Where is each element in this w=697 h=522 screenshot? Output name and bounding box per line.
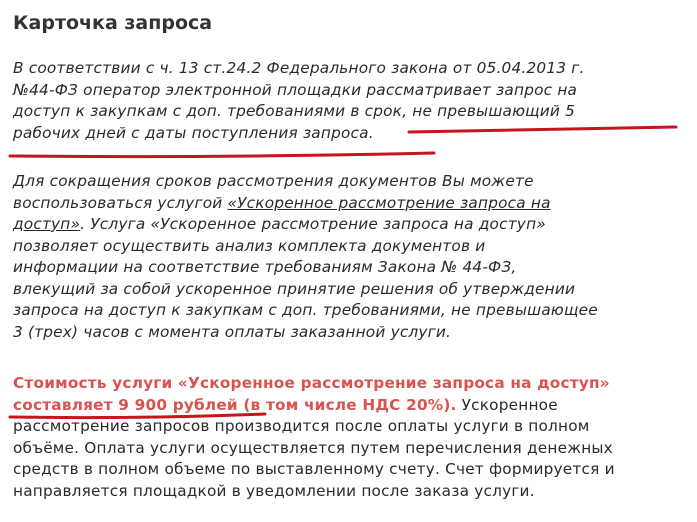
cost-line-3: рассмотрение запросов производится после оплаты услуги в полном <box>13 417 590 435</box>
cost-line-4: объёме. Оплата услуги осуществляется путем перечисления денежных <box>13 438 613 457</box>
deadline-line-3-start: доступ к закупкам с доп. требованиями <box>13 102 351 120</box>
cost-highlight-line-1: Стоимость услуги «Ускоренное рассмотрение запроса на доступ» <box>13 374 610 392</box>
deadline-highlight-end: рабочих дней с даты поступления запроса. <box>13 123 374 142</box>
cost-line-5: средств в полном объеме по выставленному счету. Счет формируется и <box>13 460 615 478</box>
expedited-service-link[interactable]: «Ускоренное рассмотрение запроса на <box>227 193 551 212</box>
cost-line-2-rest: Ускоренное <box>456 395 558 414</box>
expedited-line-2 <box>13 193 695 215</box>
deadline-line-3 <box>13 101 695 123</box>
expedited-line-4: позволяет осуществить анализ комплекта документов и <box>13 236 486 255</box>
expedited-service-link-end[interactable]: доступ» <box>13 215 81 233</box>
cost-line-6: направляется площадкой в уведомлении после заказа услуги. <box>13 481 535 500</box>
cost-price: составляет 9 900 рублей (в том числе НДС 20%). <box>13 395 457 414</box>
deadline-line-2: №44-ФЗ оператор электронной площадки рассматривает запрос на <box>13 80 578 99</box>
expedited-line-6: влекущий за собой ускоренное принятие решения об утверждении <box>13 279 576 298</box>
expedited-service-paragraph <box>13 171 695 343</box>
expedited-line-7: запроса на доступ к закупкам с доп. требованиями, не превышающее <box>13 301 598 319</box>
expedited-line-2-start: воспользоваться услугой <box>13 193 228 212</box>
expedited-line-3 <box>13 214 695 236</box>
cost-paragraph <box>13 373 695 502</box>
deadline-paragraph <box>13 58 695 144</box>
deadline-highlight-start: в срок, не превышающий 5 <box>350 102 576 120</box>
expedited-line-3-rest: . Услуга «Ускоренное рассмотрение запроса на доступ» <box>80 215 546 233</box>
expedited-line-5: информации на соответствие требованиям Закона № 44-ФЗ, <box>13 258 517 276</box>
cost-line-2 <box>13 395 695 417</box>
deadline-line-1: В соответствии с ч. 13 ст.24.2 Федерального закона от 05.04.2013 г. <box>13 59 585 77</box>
marker-underline-deadline-2 <box>10 153 434 157</box>
page-title: Карточка запроса <box>13 12 213 34</box>
expedited-line-1: Для сокращения сроков рассмотрения документов Вы можете <box>13 172 534 190</box>
expedited-line-8: 3 (трех) часов с момента оплаты заказанной услуги. <box>13 322 452 341</box>
